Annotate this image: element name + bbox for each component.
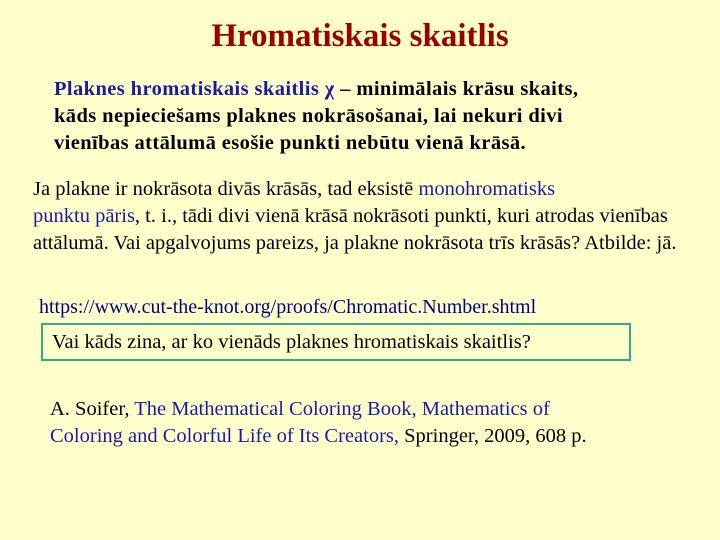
- highlight-point-pair: punktu pāris: [33, 205, 135, 227]
- reference-line-1: [50, 396, 700, 423]
- chi-symbol: χ: [324, 78, 335, 100]
- definition-text: [54, 76, 674, 157]
- page-title: Hromatiskais skaitlis: [211, 18, 509, 54]
- paragraph-part-2: , t. i., tādi divi vienā krāsā nokrāsoti punkti, kuri atrodas vienības attālumā. Vai apgalvojums pareizs, ja plakne nokrāsota trīs krāsās? Atbilde: jā.: [33, 205, 677, 254]
- reference-book-title-1: The Mathematical Coloring Book, Mathematics of: [134, 398, 550, 420]
- reference-line-2: [50, 423, 700, 450]
- definition-dash: –: [334, 78, 357, 100]
- explanation-paragraph: [33, 176, 698, 257]
- reference-publisher: Springer, 2009, 608 p.: [399, 425, 587, 447]
- reference-book-title-2: Coloring and Colorful Life of Its Creators,: [50, 425, 400, 447]
- definition-term: Plaknes hromatiskais skaitlis: [54, 78, 320, 100]
- highlight-monochromatic: monohromatisks: [418, 178, 556, 200]
- definition-line-3: vienības attālumā esošie punkti nebūtu vienā krāsā.: [54, 132, 527, 154]
- source-link[interactable]: https://www.cut-the-knot.org/proofs/Chromatic.Number.shtml: [39, 296, 537, 318]
- definition-line-1: [54, 76, 674, 103]
- paragraph-part-1: Ja plakne ir nokrāsota divās krāsās, tad eksistē: [33, 178, 419, 200]
- definition-line-1-rest: minimālais krāsu skaits,: [356, 78, 579, 100]
- question-box: Vai kāds zina, ar ko vienāds plaknes hromatiskais skaitlis?: [41, 323, 631, 361]
- definition-line-2: kāds nepieciešams plaknes nokrāsošanai, lai nekuri divi: [54, 105, 563, 127]
- reference: [50, 396, 700, 450]
- reference-author: A. Soifer,: [50, 398, 135, 420]
